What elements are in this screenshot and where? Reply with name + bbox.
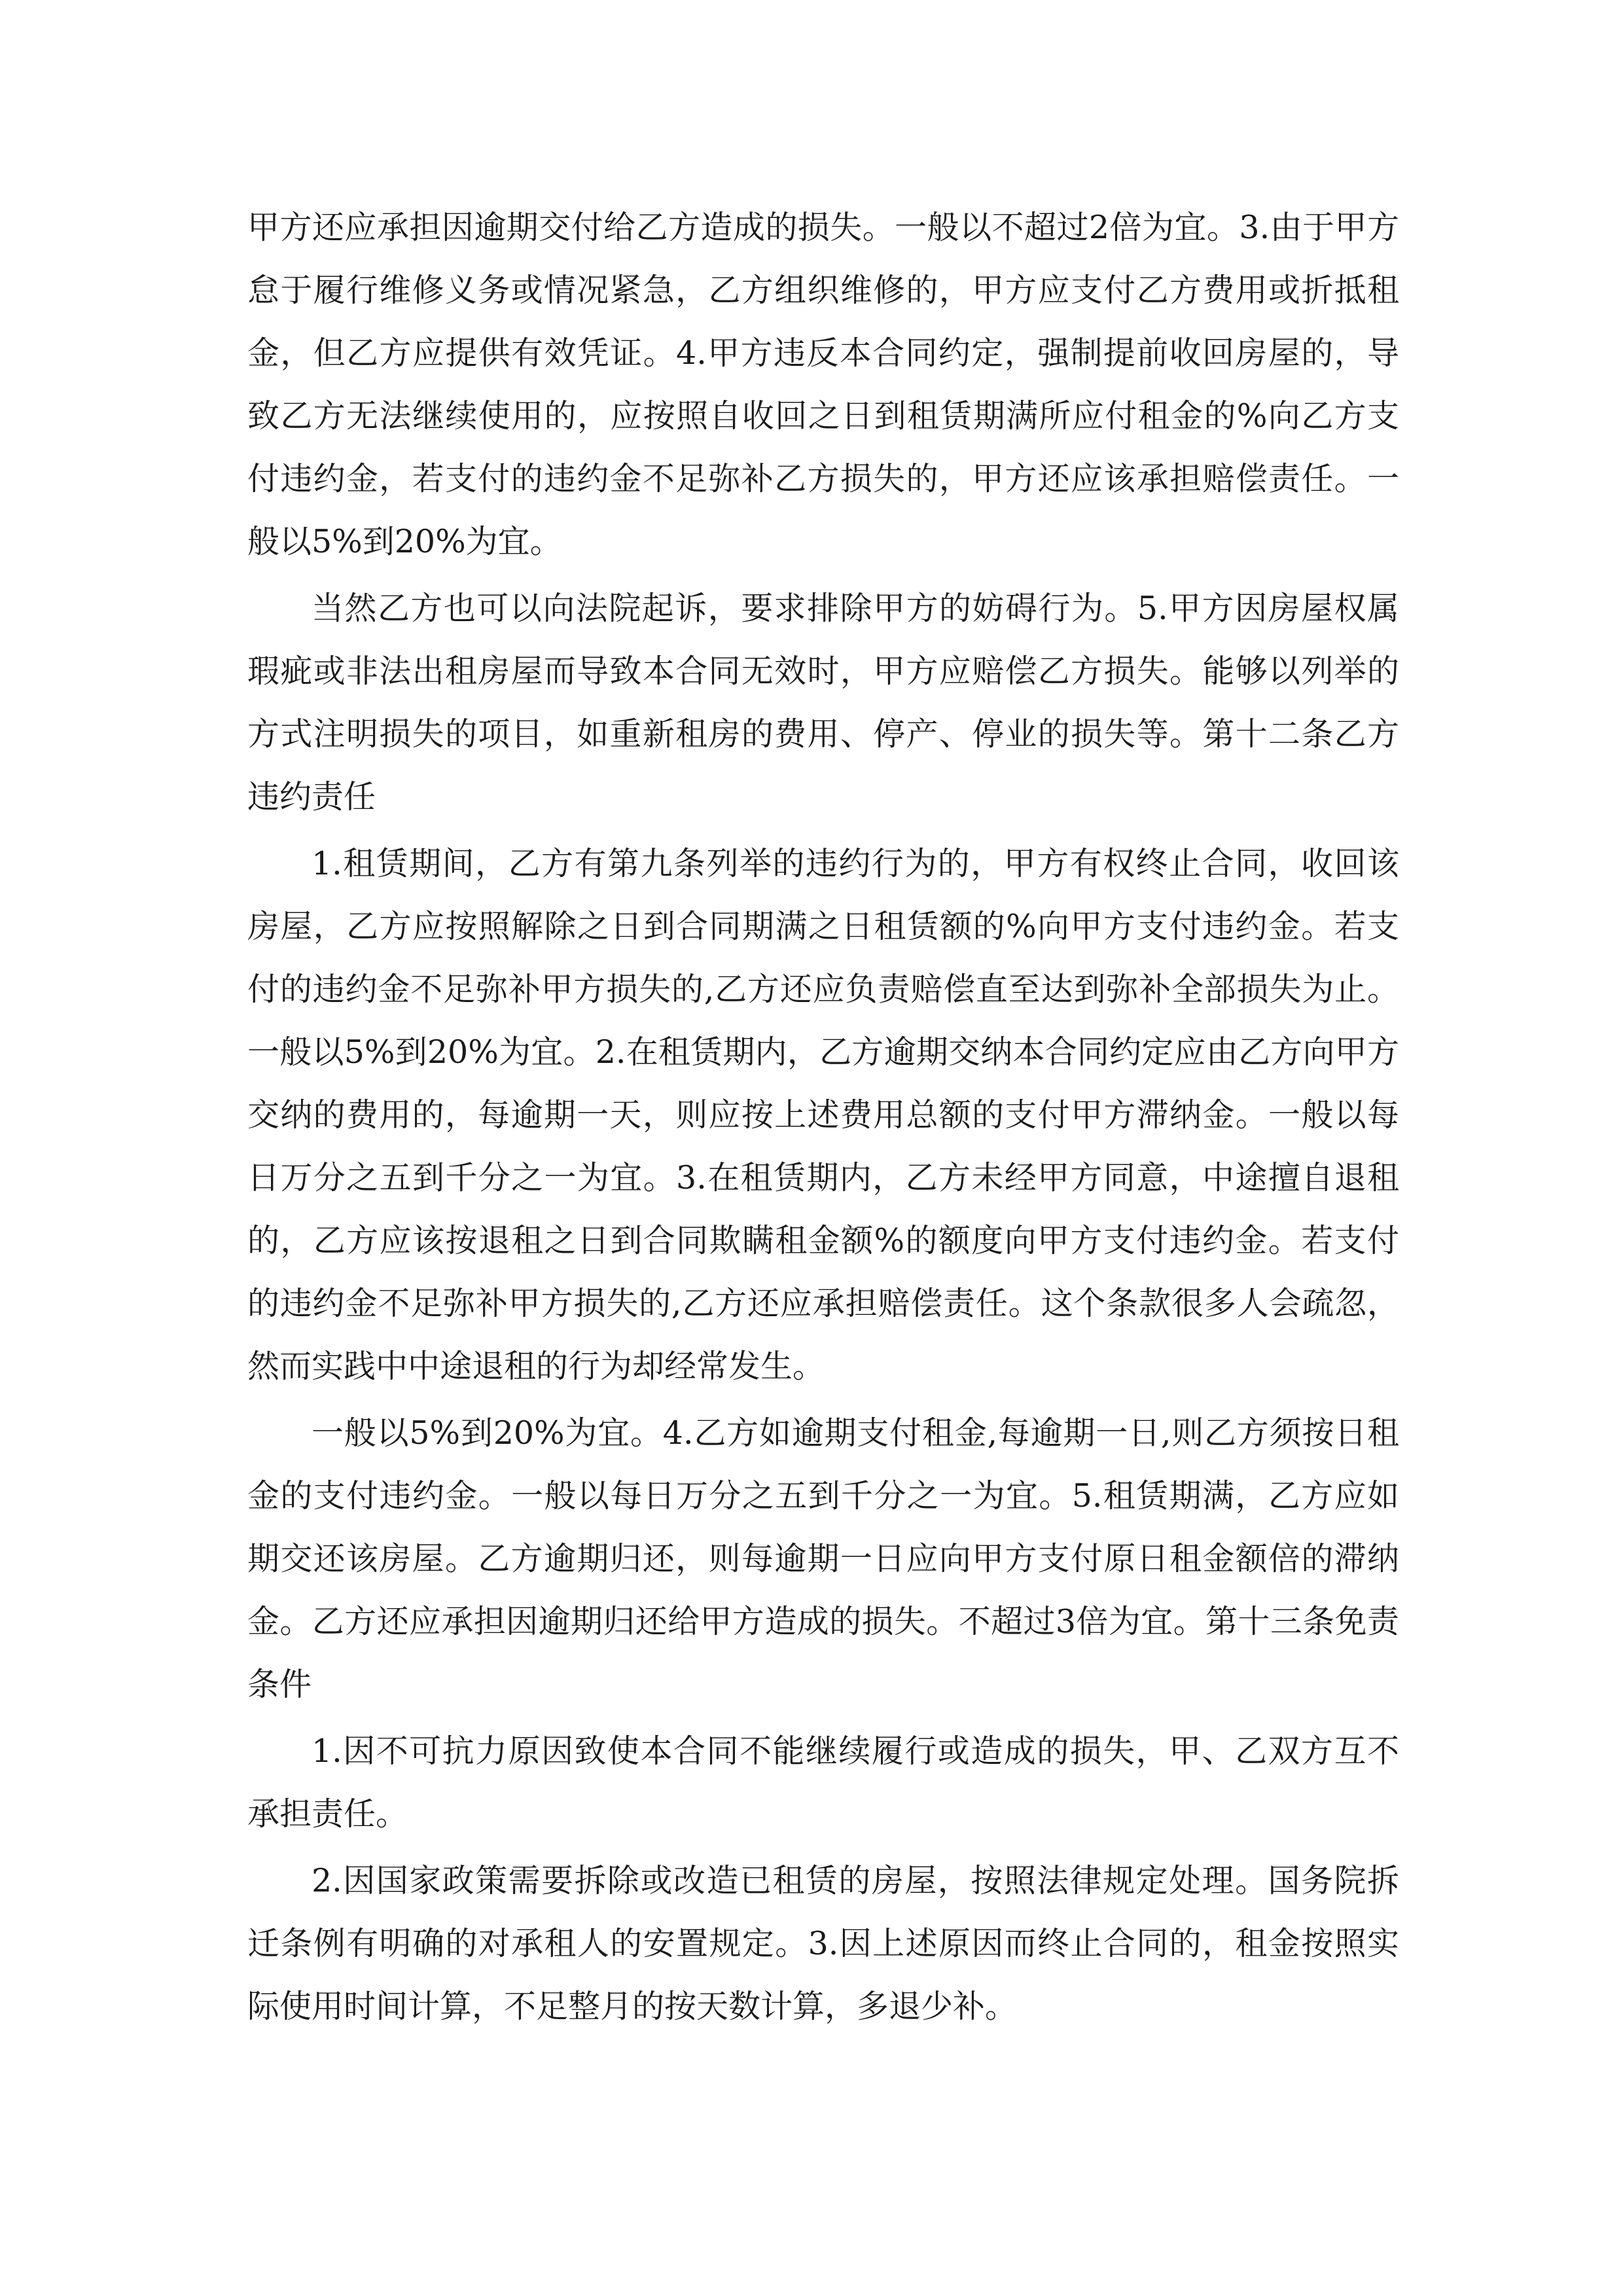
paragraph-1: 甲方还应承担因逾期交付给乙方造成的损失。一般以不超过2倍为宜。3.由于甲方怠于履行维修义务或情况紧急，乙方组织维修的，甲方应支付乙方费用或折抵租金，但乙方应提供有效凭证。4.甲方违反本合同约定，强制提前收回房屋的，导致乙方无法继续使用的，应按照自收回之日到租赁期满所应付租金的%向乙方支付违约金，若支付的违约金不足弥补乙方损失的，甲方还应该承担赔偿责任。一般以5%到20%为宜。 — [247, 209, 1399, 560]
paragraph-4: 一般以5%到20%为宜。4.乙方如逾期支付租金,每逾期一日,则乙方须按日租金的支付违约金。一般以每日万分之五到千分之一为宜。5.租赁期满，乙方应如期交还该房屋。乙方逾期归还，则每逾期一日应向甲方支付原日租金额倍的滞纳金。乙方还应承担因逾期归还给甲方造成的损失。不超过3倍为宜。第十三条免责条件 — [247, 1414, 1399, 1703]
document-body — [247, 196, 1399, 2038]
paragraph-5: 1.因不可抗力原因致使本合同不能继续履行或造成的损失，甲、乙双方互不承担责任。 — [247, 1732, 1399, 1833]
paragraph-2: 当然乙方也可以向法院起诉，要求排除甲方的妨碍行为。5.甲方因房屋权属瑕疵或非法出租房屋而导致本合同无效时，甲方应赔偿乙方损失。能够以列举的方式注明损失的项目，如重新租房的费用、停产、停业的损失等。第十二条乙方违约责任 — [247, 590, 1399, 816]
paragraph-3: 1.租赁期间，乙方有第九条列举的违约行为的，甲方有权终止合同，收回该房屋，乙方应按照解除之日到合同期满之日租赁额的%向甲方支付违约金。若支付的违约金不足弥补甲方损失的,乙方还应负责赔偿直至达到弥补全部损失为止。一般以5%到20%为宜。2.在租赁期内，乙方逾期交纳本合同约定应由乙方向甲方交纳的费用的，每逾期一天，则应按上述费用总额的支付甲方滞纳金。一般以每日万分之五到千分之一为宜。3.在租赁期内，乙方未经甲方同意，中途擅自退租的，乙方应该按退租之日到合同欺瞒租金额%的额度向甲方支付违约金。若支付的违约金不足弥补甲方损失的,乙方还应承担赔偿责任。这个条款很多人会疏忽，然而实践中中途退租的行为却经常发生。 — [247, 845, 1399, 1385]
paragraph-6: 2.因国家政策需要拆除或改造已租赁的房屋，按照法律规定处理。国务院拆迁条例有明确的对承租人的安置规定。3.因上述原因而终止合同的，租金按照实际使用时间计算，不足整月的按天数计算，多退少补。 — [247, 1862, 1399, 2025]
